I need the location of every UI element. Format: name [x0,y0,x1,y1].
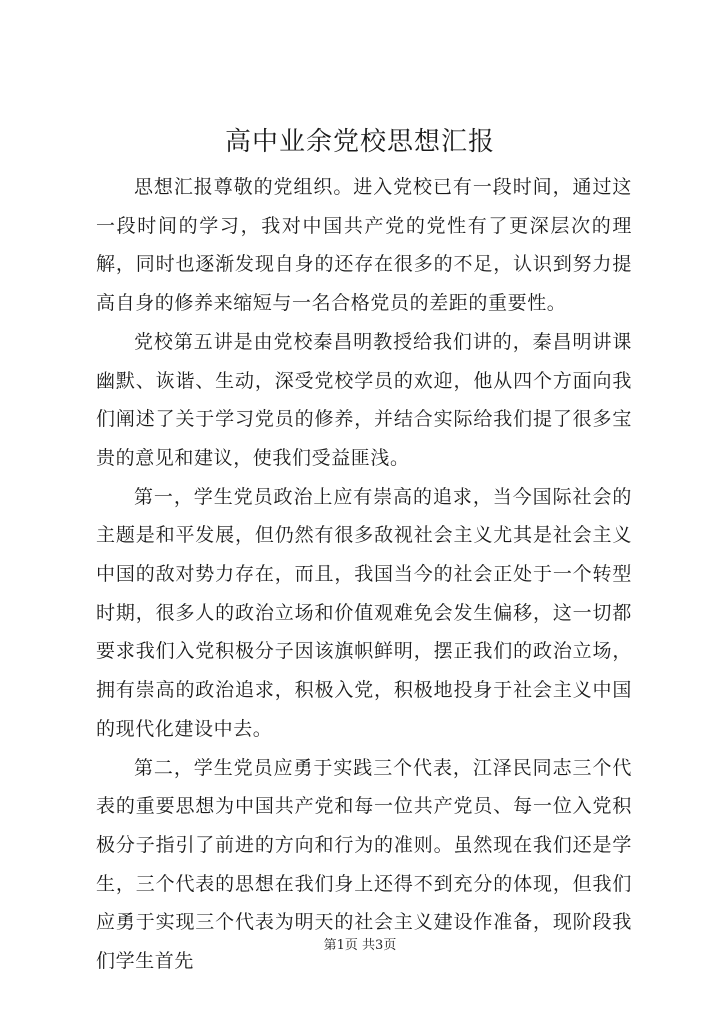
document-body [96,168,632,981]
paragraph-first-point: 第一，学生党员政治上应有崇高的追求，当今国际社会的主题是和平发展，但仍然有很多敌视社会主义尤其是社会主义中国的敌对势力存在，而且，我国当今的社会正处于一个转型时期，很多人的政治立场和价值观难免会发生偏移，这一切都要求我们入党积极分子因该旗帜鲜明，摆正我们的政治立场，拥有崇高的政治追求，积极入党，积极地投身于社会主义中国的现代化建设中去。 [96,485,632,740]
paragraph-second-point: 第二，学生党员应勇于实践三个代表，江泽民同志三个代表的重要思想为中国共产党和每一位共产党员、每一位入党积极分子指引了前进的方向和行为的准则。虽然现在我们还是学生，三个代表的思想在我们身上还得不到充分的体现，但我们应勇于实现三个代表为明天的社会主义建设作准备，现阶段我们学生首先 [96,756,632,973]
page-number-footer: 第1页 共3页 [323,938,397,953]
paragraph-intro: 思想汇报尊敬的党组织。进入党校已有一段时间，通过这一段时间的学习，我对中国共产党的党性有了更深层次的理解，同时也逐渐发现自身的还存在很多的不足，认识到努力提高自身的修养来缩短与一名合格党员的差距的重要性。 [96,176,632,315]
document-title: 高中业余党校思想汇报 [224,127,495,157]
paragraph-lecture: 党校第五讲是由党校秦昌明教授给我们讲的，秦昌明讲课幽默、诙谐、生动，深受党校学员的欢迎，他从四个方面向我们阐述了关于学习党员的修养，并结合实际给我们提了很多宝贵的意见和建议，使我们受益匪浅。 [96,330,632,469]
